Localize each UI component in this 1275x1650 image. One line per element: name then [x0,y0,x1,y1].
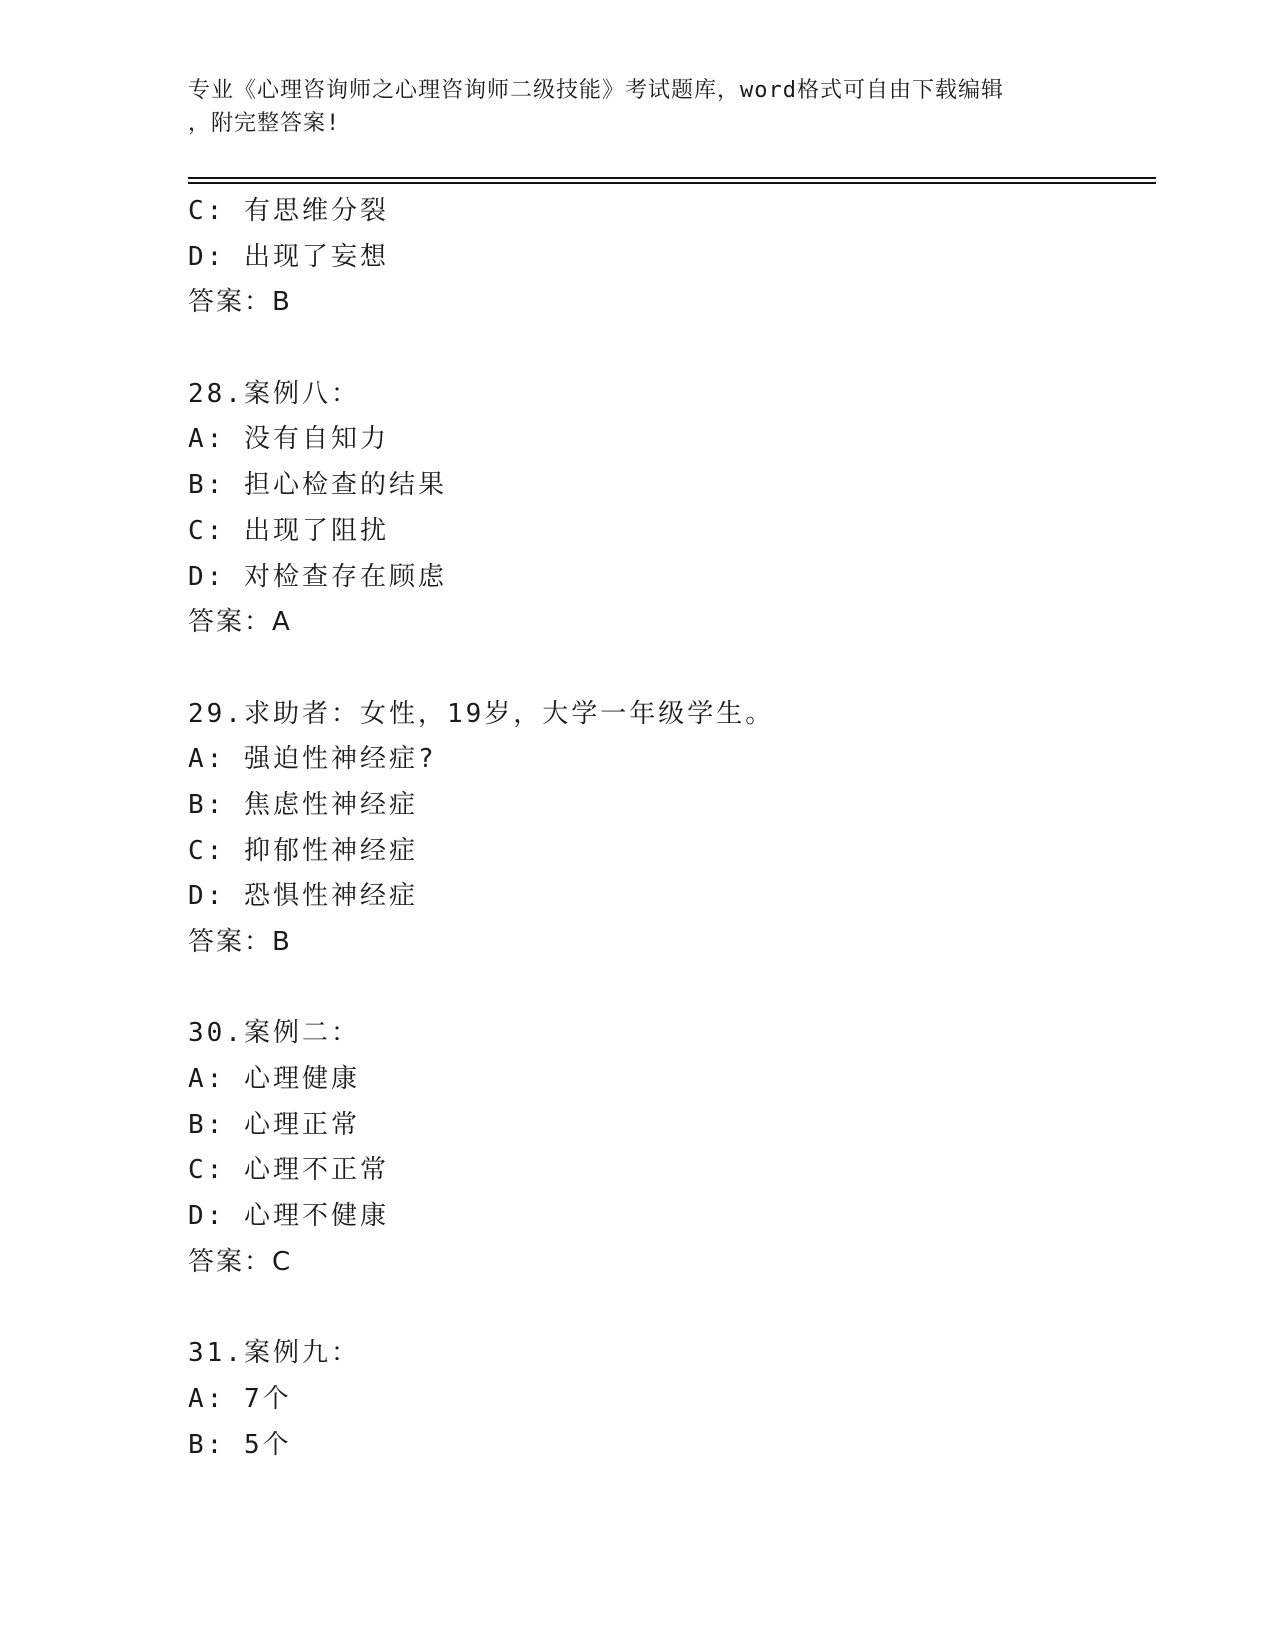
question-stem: 29.求助者：女性，19岁，大学一年级学生。 [188,698,775,729]
option-a: A: 强迫性神经症? [188,744,437,775]
spacer [188,966,1148,1012]
question-stem: 28.案例八： [188,378,360,409]
option-d: D: 对检查存在顾虑 [188,561,447,592]
question-stem: 30.案例二： [188,1018,360,1049]
option-a: A: 心理健康 [188,1064,360,1095]
question-block-30 [188,1011,1148,1285]
header-line-2: ，附完整答案! [188,111,341,136]
option-a: A: 没有自知力 [188,424,389,455]
option-a: A: 7个 [188,1383,292,1414]
answer-line: 答案：A [188,607,292,638]
question-stem: 31.案例九： [188,1338,360,1369]
answer-line: 答案：B [188,287,292,318]
option-d: D: 心理不健康 [188,1201,389,1232]
header-divider-bottom [188,182,1156,184]
header-line-1: 专业《心理咨询师之心理咨询师二级技能》考试题库，word格式可自由下载编辑 [188,78,1004,103]
option-d: D: 恐惧性神经症 [188,881,418,912]
spacer [188,1286,1148,1332]
option-b: B: 5个 [188,1429,292,1460]
option-c: C: 心理不正常 [188,1155,389,1186]
question-block-28 [188,372,1148,646]
question-block-29 [188,692,1148,966]
document-header [188,74,1088,140]
option-b: B: 心理正常 [188,1109,360,1140]
answer-line: 答案：B [188,927,292,957]
spacer [188,646,1148,692]
option-c: C: 有思维分裂 [188,196,389,226]
question-list [188,189,1148,1468]
question-block-31 [188,1331,1148,1468]
question-block-27 [188,189,1148,326]
option-c: C: 抑郁性神经症 [188,835,418,866]
answer-line: 答案：C [188,1246,293,1277]
spacer [188,326,1148,372]
option-d: D: 出现了妄想 [188,241,389,272]
header-divider-top [188,177,1156,179]
option-b: B: 焦虑性神经症 [188,789,418,820]
option-b: B: 担心检查的结果 [188,470,447,501]
option-c: C: 出现了阻扰 [188,515,389,546]
